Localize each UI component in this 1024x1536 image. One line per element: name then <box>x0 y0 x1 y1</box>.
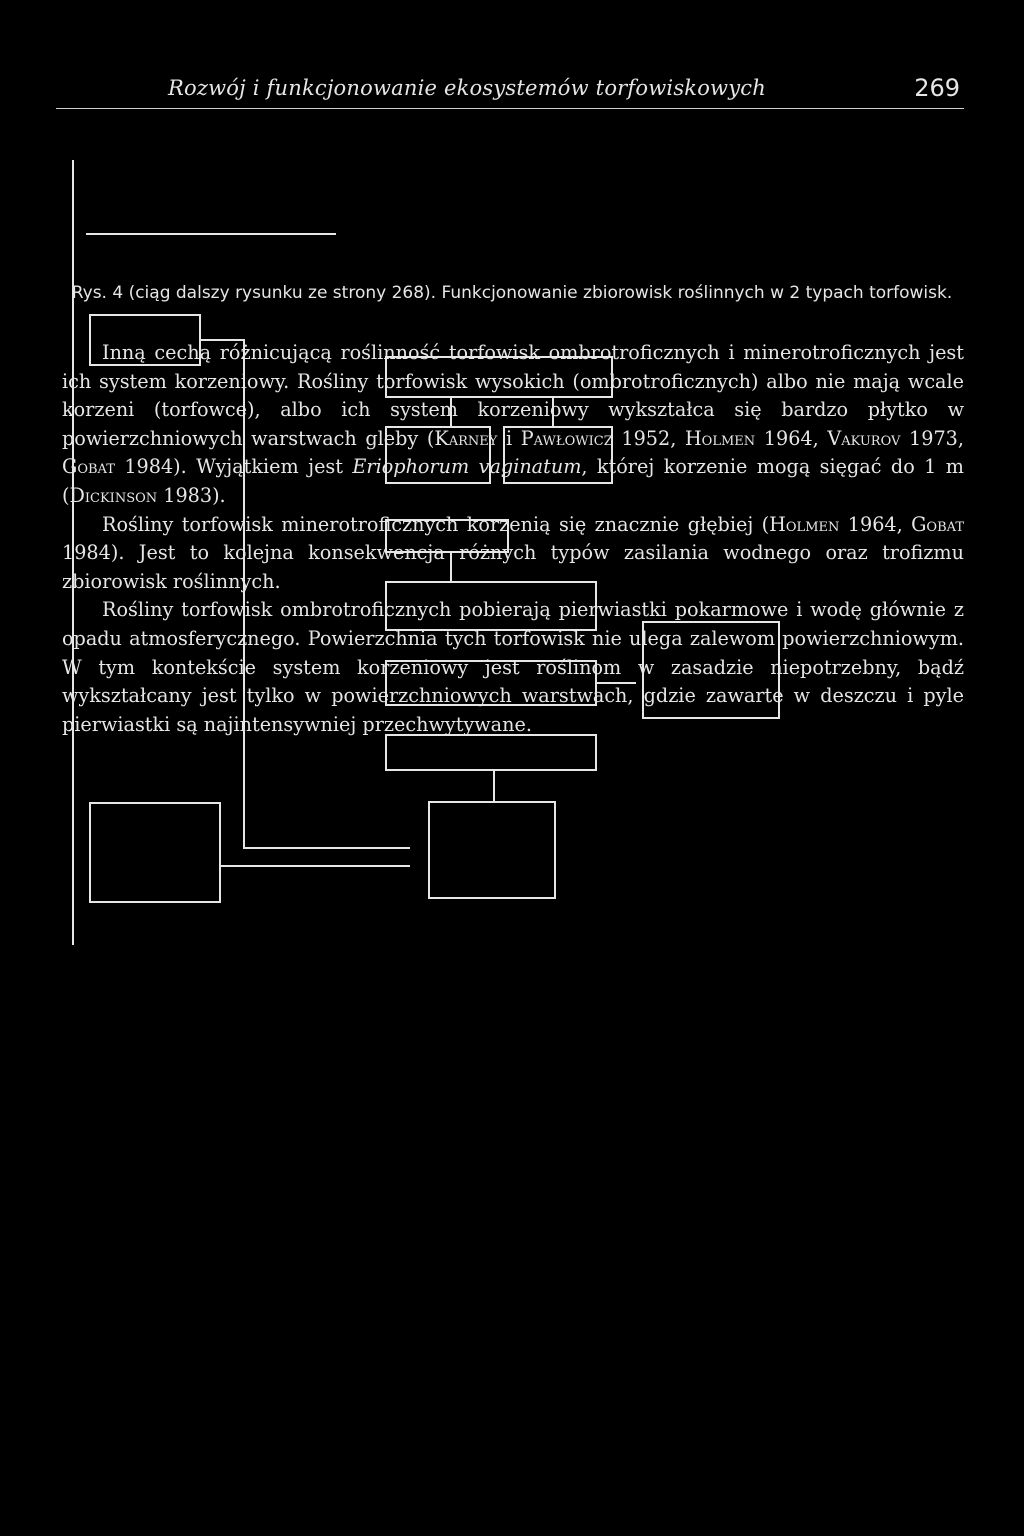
running-title: Rozwój i funkcjonowanie ekosystemów torfowiskowych <box>168 76 766 100</box>
diagram-box-bottom-center <box>429 802 555 898</box>
citation-author: Karney <box>434 426 498 450</box>
text-span: , której korzenie mogą sięgać do 1 m ( <box>62 455 964 507</box>
species-name: Eriophorum vaginatum <box>352 455 582 479</box>
citation-author: Holmen <box>684 426 756 450</box>
diagram-box-bottom-left <box>90 803 220 902</box>
page-number: 269 <box>914 74 960 102</box>
citation-author: Gobat <box>62 455 115 479</box>
citation-author: Gobat <box>911 512 964 536</box>
text-span: 1984). Jest to kolejna konsekwencja różnych typów zasilania wodnego oraz trofizmu zbiorowisk roślinnych. <box>62 541 964 593</box>
citation-author: Dickinson <box>69 483 158 507</box>
body-text <box>62 339 964 739</box>
citation-author: Pawłowicz <box>520 426 613 450</box>
text-span: i <box>497 426 521 450</box>
text-span: 1952, <box>612 426 685 450</box>
citation-author: Holmen <box>769 512 840 536</box>
paragraph-2 <box>62 511 964 597</box>
citation-author: Vakurov <box>827 426 901 450</box>
text-span: 1964, <box>755 426 828 450</box>
text-span: Inną cechą różnicującą roślinność torfowisk ombrotroficznych i minerotroficznych jest ich system korzeniowy. Rośliny torfowisk wysokich (ombrotroficznych) albo nie mają wcale korzeni (torfowce), albo ich system korzeniowy wykształca się bardzo płytko w powierzchniowych warstwach gleby ( <box>62 341 964 450</box>
text-span: 1973, <box>900 426 964 450</box>
text-span: Rośliny torfowisk minerotroficznych korzenią się znacznie głębiej ( <box>102 512 770 536</box>
diagram-box-row-4 <box>386 735 596 770</box>
text-span: 1983). <box>157 483 226 507</box>
text-span: 1964, <box>839 512 912 536</box>
paragraph-3: Rośliny torfowisk ombrotroficznych pobierają pierwiastki pokarmowe i wodę głównie z opadu atmosferycznego. Powierzchnia tych torfowisk nie ulega zalewom powierzchniowym. W tym kontekście system korzeniowy jest roślinom w zasadzie niepotrzebny, bądź wykształcany jest tylko w powierzchniowych warstwach, gdzie zawarte w deszczu i pyle pierwiastki są najintensywniej przechwytywane. <box>62 598 964 736</box>
figure-caption: Rys. 4 (ciąg dalszy rysunku ze strony 268). Funkcjonowanie zbiorowisk roślinnych w 2 typach torfowisk. <box>71 283 953 303</box>
paragraph-1 <box>62 339 964 511</box>
text-span: 1984). Wyjątkiem jest <box>114 455 353 479</box>
